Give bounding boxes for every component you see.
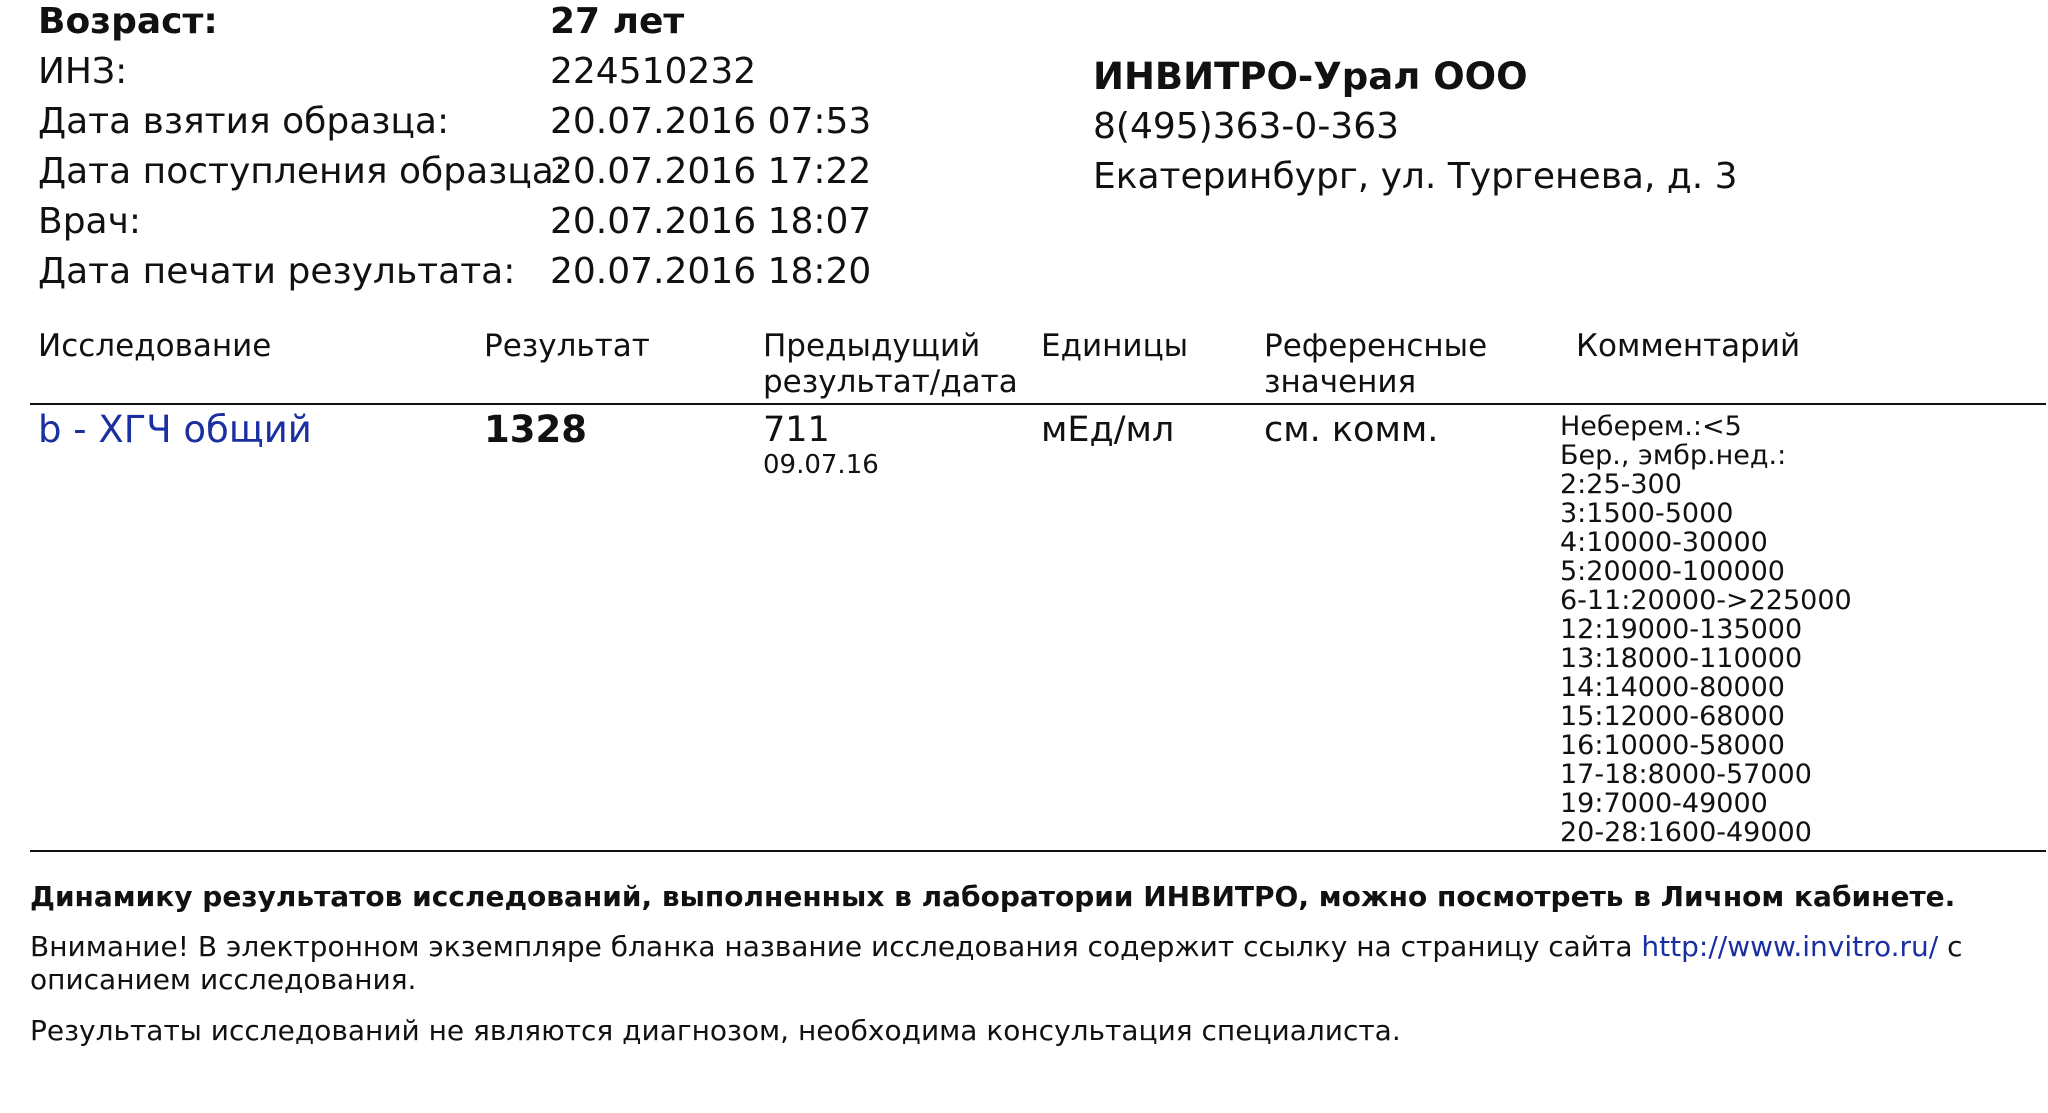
header-previous (763, 328, 1018, 400)
previous-date: 09.07.16 (763, 450, 879, 480)
comment-line: 4:10000-30000 (1560, 527, 1768, 558)
print-date-label: Дата печати результата: (38, 251, 516, 292)
result-value: 1328 (484, 408, 587, 451)
comment-line: 19:7000-49000 (1560, 788, 1768, 819)
comment-line: 16:10000-58000 (1560, 730, 1785, 761)
attention-text-end: с описанием исследования. (30, 930, 1963, 996)
header-previous-line1: Предыдущий (763, 328, 981, 364)
comment-line: 20-28:1600-49000 (1560, 817, 1812, 848)
sample-taken-label: Дата взятия образца: (38, 101, 450, 142)
lab-phone: 8(495)363-0-363 (1093, 106, 1400, 147)
lab-name: ИНВИТРО-Урал ООО (1093, 55, 1528, 98)
dynamics-note: Динамику результатов исследований, выполненных в лаборатории ИНВИТРО, можно посмотреть в Личном кабинете. (30, 880, 1956, 913)
units-value: мЕд/мл (1041, 410, 1175, 450)
comment-line: 15:12000-68000 (1560, 701, 1785, 732)
comment-line: Неберем.:<5 (1560, 411, 1742, 442)
header-comment: Комментарий (1576, 328, 1801, 364)
comment-line: 12:19000-135000 (1560, 614, 1803, 645)
doctor-value: 20.07.2016 18:07 (550, 201, 872, 242)
invitro-site-link[interactable]: http://www.invitro.ru/ (1641, 930, 1939, 963)
sample-taken-value: 20.07.2016 07:53 (550, 101, 872, 142)
table-bottom-divider (30, 850, 2046, 852)
comment-line: 17-18:8000-57000 (1560, 759, 1812, 790)
header-divider (30, 403, 2046, 405)
attention-text: Внимание! В электронном экземпляре бланка название исследования содержит ссылку на страницу сайта (30, 930, 1642, 963)
comment-line: 2:25-300 (1560, 469, 1682, 500)
comment-line: 13:18000-110000 (1560, 643, 1803, 674)
doctor-label: Врач: (38, 201, 142, 242)
header-reference-line1: Референсные (1264, 328, 1488, 364)
header-reference (1264, 328, 1487, 400)
comment-line: 5:20000-100000 (1560, 556, 1785, 587)
sample-received-label: Дата поступления образца: (38, 151, 566, 192)
inz-value: 224510232 (550, 51, 757, 92)
comment-line: 6-11:20000->225000 (1560, 585, 1852, 616)
test-name-link[interactable]: b - ХГЧ общий (38, 408, 312, 451)
header-reference-line2: значения (1264, 364, 1417, 400)
attention-note (30, 930, 2020, 996)
header-previous-line2: результат/дата (763, 364, 1018, 400)
header-result: Результат (484, 328, 650, 364)
inz-label: ИНЗ: (38, 51, 128, 92)
lab-address: Екатеринбург, ул. Тургенева, д. 3 (1093, 156, 1738, 197)
header-test: Исследование (38, 328, 272, 364)
age-label: Возраст: (38, 1, 218, 42)
sample-received-value: 20.07.2016 17:22 (550, 151, 872, 192)
comment-line: Бер., эмбр.нед.: (1560, 440, 1787, 471)
age-value: 27 лет (550, 1, 685, 42)
print-date-value: 20.07.2016 18:20 (550, 251, 872, 292)
disclaimer-note: Результаты исследований не являются диагнозом, необходима консультация специалиста. (30, 1014, 1401, 1047)
comment-line: 3:1500-5000 (1560, 498, 1734, 529)
header-units: Единицы (1041, 328, 1189, 364)
comment-list (1560, 412, 1852, 847)
reference-value: см. комм. (1264, 410, 1439, 450)
previous-value: 711 (763, 410, 830, 450)
comment-line: 14:14000-80000 (1560, 672, 1785, 703)
